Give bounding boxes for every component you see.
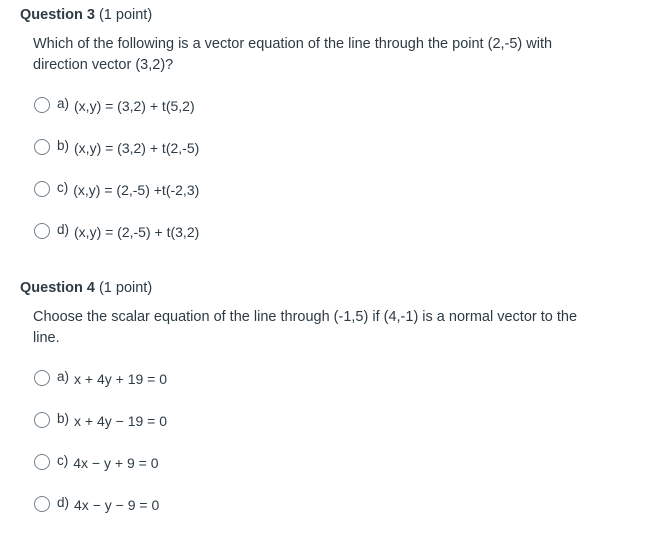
option-text: (x,y) = (2,-5) + t(3,2) (74, 224, 200, 240)
question-4-points: (1 point) (98, 280, 153, 296)
option-letter: c) (57, 179, 69, 195)
radio-button[interactable] (34, 223, 50, 239)
question-3-title: Question 3 (20, 7, 95, 23)
option-letter: d) (57, 494, 70, 510)
option-letter: c) (57, 452, 69, 468)
option-text: x + 4y + 19 = 0 (74, 371, 168, 387)
radio-button[interactable] (34, 496, 50, 512)
question-4-option-d[interactable] (34, 493, 159, 515)
question-3-points: (1 point) (98, 7, 153, 23)
option-text: (x,y) = (3,2) + t(5,2) (74, 98, 195, 114)
option-text: x + 4y − 19 = 0 (74, 413, 168, 429)
question-3-prompt: Which of the following is a vector equation of the line through the point (2,-5) with direction vector (3,2)? (33, 36, 553, 73)
question-4-title: Question 4 (20, 280, 95, 296)
question-4-header (20, 279, 152, 297)
question-3-option-d[interactable] (34, 220, 199, 242)
option-letter: b) (57, 137, 70, 153)
question-3-option-c[interactable] (34, 178, 199, 200)
radio-button[interactable] (34, 181, 50, 197)
option-text: (x,y) = (3,2) + t(2,-5) (74, 140, 200, 156)
question-4-option-a[interactable] (34, 367, 167, 389)
question-3-option-a[interactable] (34, 94, 195, 116)
question-3-option-b[interactable] (34, 136, 199, 158)
option-text: (x,y) = (2,-5) +t(-2,3) (73, 182, 200, 198)
question-4-prompt: Choose the scalar equation of the line through (-1,5) if (4,-1) is a normal vector to the line. (33, 309, 578, 346)
option-letter: a) (57, 95, 70, 111)
radio-button[interactable] (34, 97, 50, 113)
option-letter: b) (57, 410, 70, 426)
question-4-option-b[interactable] (34, 409, 167, 431)
option-letter: a) (57, 368, 70, 384)
option-text: 4x − y − 9 = 0 (74, 497, 160, 513)
question-4-option-c[interactable] (34, 451, 158, 473)
radio-button[interactable] (34, 412, 50, 428)
radio-button[interactable] (34, 370, 50, 386)
radio-button[interactable] (34, 454, 50, 470)
option-letter: d) (57, 221, 70, 237)
radio-button[interactable] (34, 139, 50, 155)
question-3-header (20, 6, 152, 24)
option-text: 4x − y + 9 = 0 (73, 455, 159, 471)
